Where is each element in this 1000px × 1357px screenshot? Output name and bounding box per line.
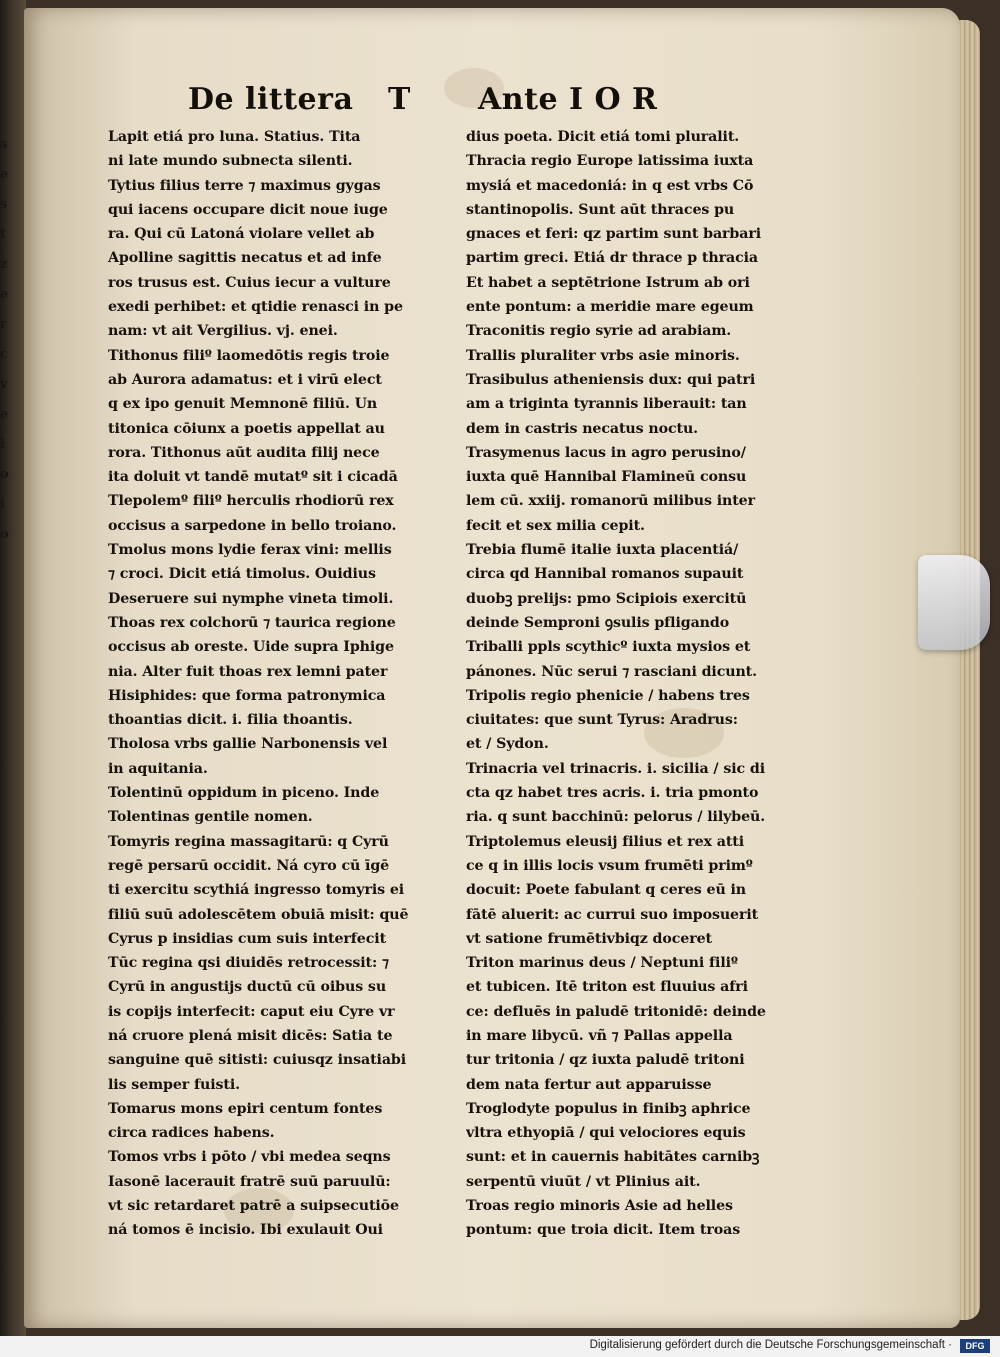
text-line: Apolline sagittis necatus et ad infe: [108, 250, 382, 267]
prev-page-glyph: i: [0, 437, 5, 452]
text-line: cta qz habet tres acris. i. tria pmonto: [466, 785, 759, 802]
text-line: ce q in illis locis vsum frumēti primº: [466, 857, 753, 874]
text-line: Troglodyte populus in finibꝫ aphrice: [466, 1100, 751, 1117]
prev-page-glyph: z: [0, 257, 8, 272]
text-line: circa qd Hannibal romanos supauit: [466, 566, 744, 583]
text-line: docuit: Poete fabulant q ceres eū in: [466, 882, 747, 899]
text-line: exedi perhibet: et qtidie renasci in pe: [108, 299, 403, 316]
text-line: ria. q sunt bacchinū: pelorus / lilybeū.: [466, 809, 766, 826]
text-line: vt sic retardaret patrē a suipsecutiōe: [108, 1198, 399, 1215]
text-line: ce: defluēs in paludē tritonidē: deinde: [466, 1003, 766, 1020]
text-line: ita doluit vt tandē mutatº sit i cicadā: [108, 469, 398, 486]
dfg-logo: DFG: [960, 1339, 990, 1353]
text-line: pánones. Nūc serui ⁊ rasciani dicunt.: [466, 663, 757, 680]
text-line: partim greci. Etiá dr thrace p thracia: [466, 250, 758, 267]
footer-credit: Digitalisierung gefördert durch die Deutsche Forschungsgemeinschaft ·: [589, 1339, 952, 1351]
text-line: Tomos vrbs i pōto / vbi medea seqns: [108, 1149, 391, 1166]
prev-page-glyph: e: [0, 167, 9, 182]
text-line: ab Aurora adamatus: et i virū elect: [108, 371, 382, 388]
text-line: Et habet a septētrione Istrum ab ori: [466, 274, 750, 291]
text-line: Tripolis regio phenicie / habens tres: [466, 687, 750, 704]
header-right: Ante I O R: [478, 82, 658, 117]
previous-page-edge: [0, 130, 18, 1030]
text-line: Tytius filius terre ⁊ maximus gygas: [108, 177, 381, 194]
text-line: serpentū viuūt / vt Plinius ait.: [466, 1173, 701, 1190]
text-line: nam: vt ait Vergilius. vj. enei.: [108, 323, 338, 340]
text-line: Iasonē lacerauit fratrē suū paruulū:: [108, 1173, 391, 1190]
text-line: dem in castris necatus noctu.: [466, 420, 698, 437]
text-line: ná tomos ē incisio. Ibi exulauit Oui: [108, 1222, 383, 1239]
text-line: Tmolus mons lydie ferax vini: mellis: [108, 542, 392, 559]
text-line: Tithonus filiº laomedōtis regis troie: [108, 347, 390, 364]
text-line: Tlepolemº filiº herculis rhodiorū rex: [108, 493, 394, 510]
text-line: circa radices habens.: [108, 1125, 275, 1142]
prev-page-glyph: s: [0, 197, 8, 212]
text-line: ente pontum: a meridie mare egeum: [466, 299, 754, 316]
text-line: Tomyris regina massagitarū: q Cyrū: [108, 833, 389, 850]
text-line: ⁊ croci. Dicit etiá timolus. Ouidius: [108, 566, 376, 583]
prev-page-glyph: t: [0, 227, 7, 242]
text-line: Trebia flumē italie iuxta placentiá/: [466, 542, 739, 559]
header-left: De littera: [188, 82, 354, 117]
text-line: q ex ipo genuit Memnonē filiū. Un: [108, 396, 378, 413]
text-line: lem cū. xxiij. romanorū milibus inter: [466, 493, 755, 510]
text-line: dem nata fertur aut apparuisse: [466, 1076, 712, 1093]
prev-page-glyph: v: [0, 377, 8, 392]
text-line: mysiá et macedoniá: in q est vrbs Cō: [466, 177, 754, 194]
text-line: Cyrū in angustijs ductū cū oibus su: [108, 979, 387, 996]
text-line: sunt: et in cauernis habitātes carnibꝫ: [466, 1149, 760, 1166]
text-line: Thracia regio Europe latissima iuxta: [466, 153, 754, 170]
text-line: ná cruore plená misit dicēs: Satia te: [108, 1027, 393, 1044]
left-text-column: [108, 125, 463, 1243]
text-line: rora. Tithonus aūt audita filij nece: [108, 444, 380, 461]
text-line: deinde Semproni ꝯsulis pfligando: [466, 614, 730, 631]
text-line: fātē aluerit: ac currui suo imposuerit: [466, 906, 759, 923]
text-line: Tūc regina qsi diuidēs retrocessit: ⁊: [108, 955, 389, 972]
text-line: Hisiphides: que forma patronymica: [108, 687, 386, 704]
prev-page-glyph: r: [0, 317, 7, 332]
text-line: is copijs interfecit: caput eiu Cyre vr: [108, 1003, 395, 1020]
text-line: Trallis pluraliter vrbs asie minoris.: [466, 347, 740, 364]
prev-page-glyph: i: [0, 497, 5, 512]
text-line: ti exercitu scythiá ingresso tomyris ei: [108, 882, 405, 899]
prev-page-glyph: c: [0, 347, 8, 362]
prev-page-glyph: o: [0, 527, 9, 542]
text-line: in mare libycū. vñ ⁊ Pallas appella: [466, 1027, 733, 1044]
text-line: Cyrus p insidias cum suis interfecit: [108, 930, 387, 947]
text-line: ni late mundo subnecta silenti.: [108, 153, 353, 170]
text-line: iuxta quē Hannibal Flamineū consu: [466, 469, 747, 486]
text-line: Deseruere sui nymphe vineta timoli.: [108, 590, 394, 607]
text-line: ciuitates: que sunt Tyrus: Aradrus:: [466, 712, 738, 729]
text-line: Trasibulus atheniensis dux: qui patri: [466, 371, 756, 388]
text-line: Lapit etiá pro luna. Statius. Tita: [108, 129, 361, 145]
text-line: qui iacens occupare dicit noue iuge: [108, 201, 388, 218]
text-line: Trasymenus lacus in agro perusino/: [466, 444, 746, 461]
page-clip: [918, 555, 990, 650]
text-line: Tomarus mons epiri centum fontes: [108, 1100, 383, 1117]
header-letter: T: [388, 82, 411, 117]
text-line: dius poeta. Dicit etiá tomi pluralit.: [466, 129, 740, 145]
text-line: Tholosa vrbs gallie Narbonensis vel: [108, 736, 388, 753]
text-line: fecit et sex milia cepit.: [466, 517, 645, 534]
text-line: Trinacria vel trinacris. i. sicilia / sic di: [466, 760, 765, 777]
text-line: vltra ethyopiā / qui velociores equis: [466, 1125, 746, 1142]
prev-page-glyph: o: [0, 467, 9, 482]
text-line: Troas regio minoris Asie ad helles: [466, 1198, 733, 1215]
text-line: in aquitania.: [108, 760, 208, 777]
text-line: et tubicen. Itē triton est fluuius afri: [466, 979, 748, 996]
text-line: pontum: que troia dicit. Item troas: [466, 1222, 741, 1239]
running-header: [188, 82, 748, 122]
text-line: et / Sydon.: [466, 736, 549, 753]
text-line: stantinopolis. Sunt aūt thraces pu: [466, 201, 735, 218]
text-line: Traconitis regio syrie ad arabiam.: [466, 323, 732, 340]
text-line: Triptolemus eleusij filius et rex atti: [466, 833, 745, 850]
text-line: am a triginta tyrannis liberauit: tan: [466, 396, 747, 413]
text-line: Tolentinū oppidum in piceno. Inde: [108, 785, 380, 802]
text-line: regē persarū occidit. Ná cyro cū īgē: [108, 857, 390, 874]
text-line: occisus ab oreste. Uide supra Iphige: [108, 639, 394, 656]
text-line: Tolentinas gentile nomen.: [108, 809, 313, 826]
text-line: lis semper fuisti.: [108, 1076, 240, 1093]
text-line: ros trusus est. Cuius iecur a vulture: [108, 274, 391, 291]
text-line: Triton marinus deus / Neptuni filiº: [466, 955, 738, 972]
text-line: Triballi ppls scythicº iuxta mysios et: [466, 639, 751, 656]
text-line: occisus a sarpedone in bello troiano.: [108, 517, 397, 534]
text-line: tur tritonia / qz iuxta paludē tritoni: [466, 1052, 745, 1069]
text-line: filiū suū adolescētem obuiā misit: quē: [108, 906, 409, 923]
text-line: thoantias dicit. i. filia thoantis.: [108, 712, 353, 729]
text-line: titonica cōiunx a poetis appellat au: [108, 420, 385, 437]
text-line: vt satione frumētivbiqz doceret: [466, 930, 712, 947]
text-line: gnaces et feri: qz partim sunt barbari: [466, 226, 761, 243]
prev-page-glyph: s: [0, 137, 8, 152]
text-line: sanguine quē sitisti: cuiusqz insatiabi: [108, 1052, 407, 1069]
prev-page-glyph: e: [0, 287, 9, 302]
footer-bar: [0, 1336, 1000, 1357]
text-line: Thoas rex colchorū ⁊ taurica regione: [108, 614, 396, 631]
right-text-column: [466, 125, 814, 1243]
text-line: ra. Qui cū Latoná violare vellet ab: [108, 226, 375, 243]
text-line: duobꝫ prelijs: pmo Scipiois exercitū: [466, 590, 747, 607]
text-line: nia. Alter fuit thoas rex lemni pater: [108, 663, 388, 680]
prev-page-glyph: e: [0, 407, 9, 422]
